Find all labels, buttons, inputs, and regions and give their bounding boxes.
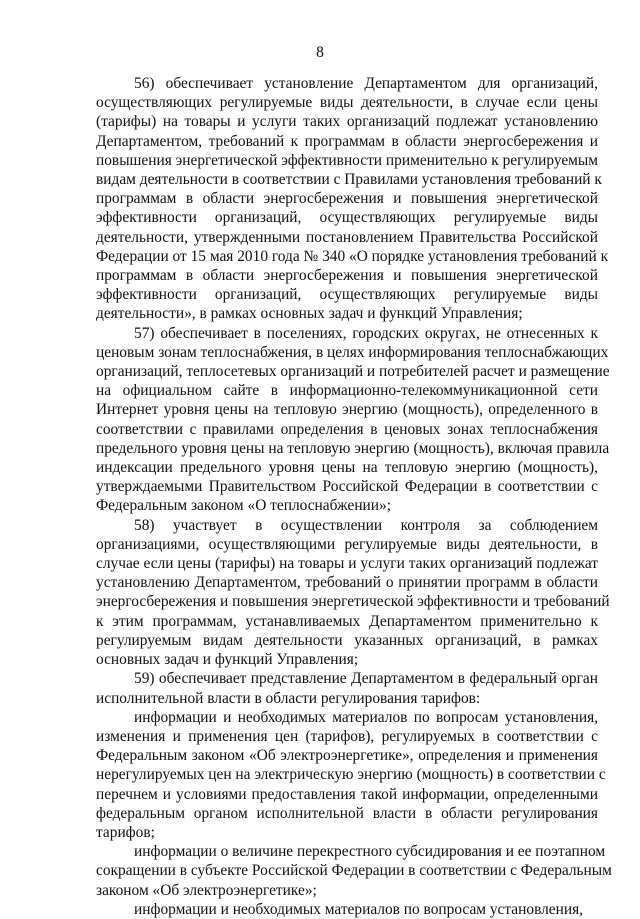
text-line: организациями, осуществляющими регулируемые виды деятельности, в [96, 535, 598, 553]
text-line: нерегулируемых цен на электрическую энергию (мощность) в соответствии с [96, 766, 606, 784]
text-line: предельного уровня цены на тепловую энергию (мощность), включая правила [96, 439, 610, 457]
text-line: осуществляющих регулируемые виды деятельности, в случае если цены [96, 94, 598, 112]
text-line: информации и необходимых материалов по вопросам установления, [134, 708, 598, 726]
text-line: эффективности организаций, осуществляющих регулируемые виды [96, 286, 598, 304]
text-line: эффективности организаций, осуществляющих регулируемые виды [96, 209, 598, 227]
text-line: ценовым зонам теплоснабжения, в целях информирования теплоснабжающих [96, 343, 609, 361]
text-line: повышения энергетической эффективности применительно к регулируемым [96, 151, 598, 169]
text-line: 59) обеспечивает представление Департаментом в федеральный орган [134, 670, 598, 688]
text-line: Федеральным законом «Об электроэнергетике», определения и применения [96, 747, 598, 765]
text-line: основных задач и функций Управления; [96, 651, 359, 669]
paragraph-p59b [96, 842, 612, 900]
paragraph-p58 [96, 516, 610, 670]
text-line: сокращении в субъекте Российской Федерации в соответствии с Федеральным [96, 862, 612, 880]
text-line: энергосбережения и повышения энергетической эффективности и требований [96, 593, 610, 611]
paragraph-p59a [96, 708, 606, 842]
page-number: 8 [316, 44, 324, 61]
text-line: программам в области энергосбережения и повышения энергетической [96, 190, 598, 208]
text-line: программам в области энергосбережения и повышения энергетической [96, 267, 598, 285]
document-body [96, 74, 612, 919]
text-line: Федерации от 15 мая 2010 года № 340 «О порядке установления требований к [96, 247, 609, 265]
paragraph-p59c [96, 900, 598, 919]
text-line: 56) обеспечивает установление Департаментом для организаций, [134, 75, 598, 92]
text-line: утверждаемыми Правительством Российской Федерации в соответствии с [96, 478, 598, 496]
text-line: Департаментом, требований к программам в области энергосбережения и [96, 132, 598, 150]
text-line: к этим программам, устанавливаемых Департаментом применительно к [96, 612, 598, 630]
text-line: деятельности», в рамках основных задач и функций Управления; [96, 305, 523, 323]
text-line: установлению Департаментом, требований о принятии программ в области [96, 574, 598, 592]
text-line: федеральным органом исполнительной власти в области регулирования [96, 804, 598, 822]
text-line: перечнем и условиями предоставления такой информации, определенными [96, 785, 598, 803]
text-line: тарифов; [96, 823, 155, 841]
text-line: деятельности, утвержденными постановлением Правительства Российской [96, 228, 598, 246]
text-line: информации о величине перекрестного субсидирования и ее поэтапном [134, 843, 606, 861]
paragraph-p59 [96, 669, 598, 707]
text-line: исполнительной власти в области регулирования тарифов: [96, 689, 481, 707]
text-line: информации и необходимых материалов по вопросам установления, [134, 900, 584, 918]
text-line: организаций, теплосетевых организаций и потребителей расчет и размещение [96, 363, 610, 381]
text-line: (тарифы) на товары и услуги таких организаций подлежат установлению [96, 113, 598, 131]
text-line: соответствии с правилами определения в ценовых зонах теплоснабжения [96, 420, 598, 438]
text-line: Интернет уровня цены на тепловую энергию (мощность), определенного в [96, 401, 598, 419]
text-line: индексации предельного уровня цены на тепловую энергию (мощность), [96, 459, 598, 477]
text-line: случае если цены (тарифы) на товары и услуги таких организаций подлежат [96, 555, 598, 573]
text-line: видам деятельности в соответствии с Правилами установления требований к [96, 171, 602, 189]
text-line: на официальном сайте в информационно-телекоммуникационной сети [96, 382, 598, 400]
text-line: изменения и применения цен (тарифов), регулируемых в соответствии с [96, 727, 598, 745]
paragraph-p57 [96, 324, 610, 516]
text-line: законом «Об электроэнергетике»; [96, 881, 317, 899]
text-line: Федеральным законом «О теплоснабжении»; [96, 497, 391, 515]
text-line: 57) обеспечивает в поселениях, городских округах, не отнесенных к [134, 324, 598, 342]
text-line: 58) участвует в осуществлении контроля за соблюдением [134, 516, 598, 534]
paragraph-p56 [96, 74, 609, 324]
text-line: регулируемым видам деятельности указанных организаций, в рамках [96, 631, 598, 649]
